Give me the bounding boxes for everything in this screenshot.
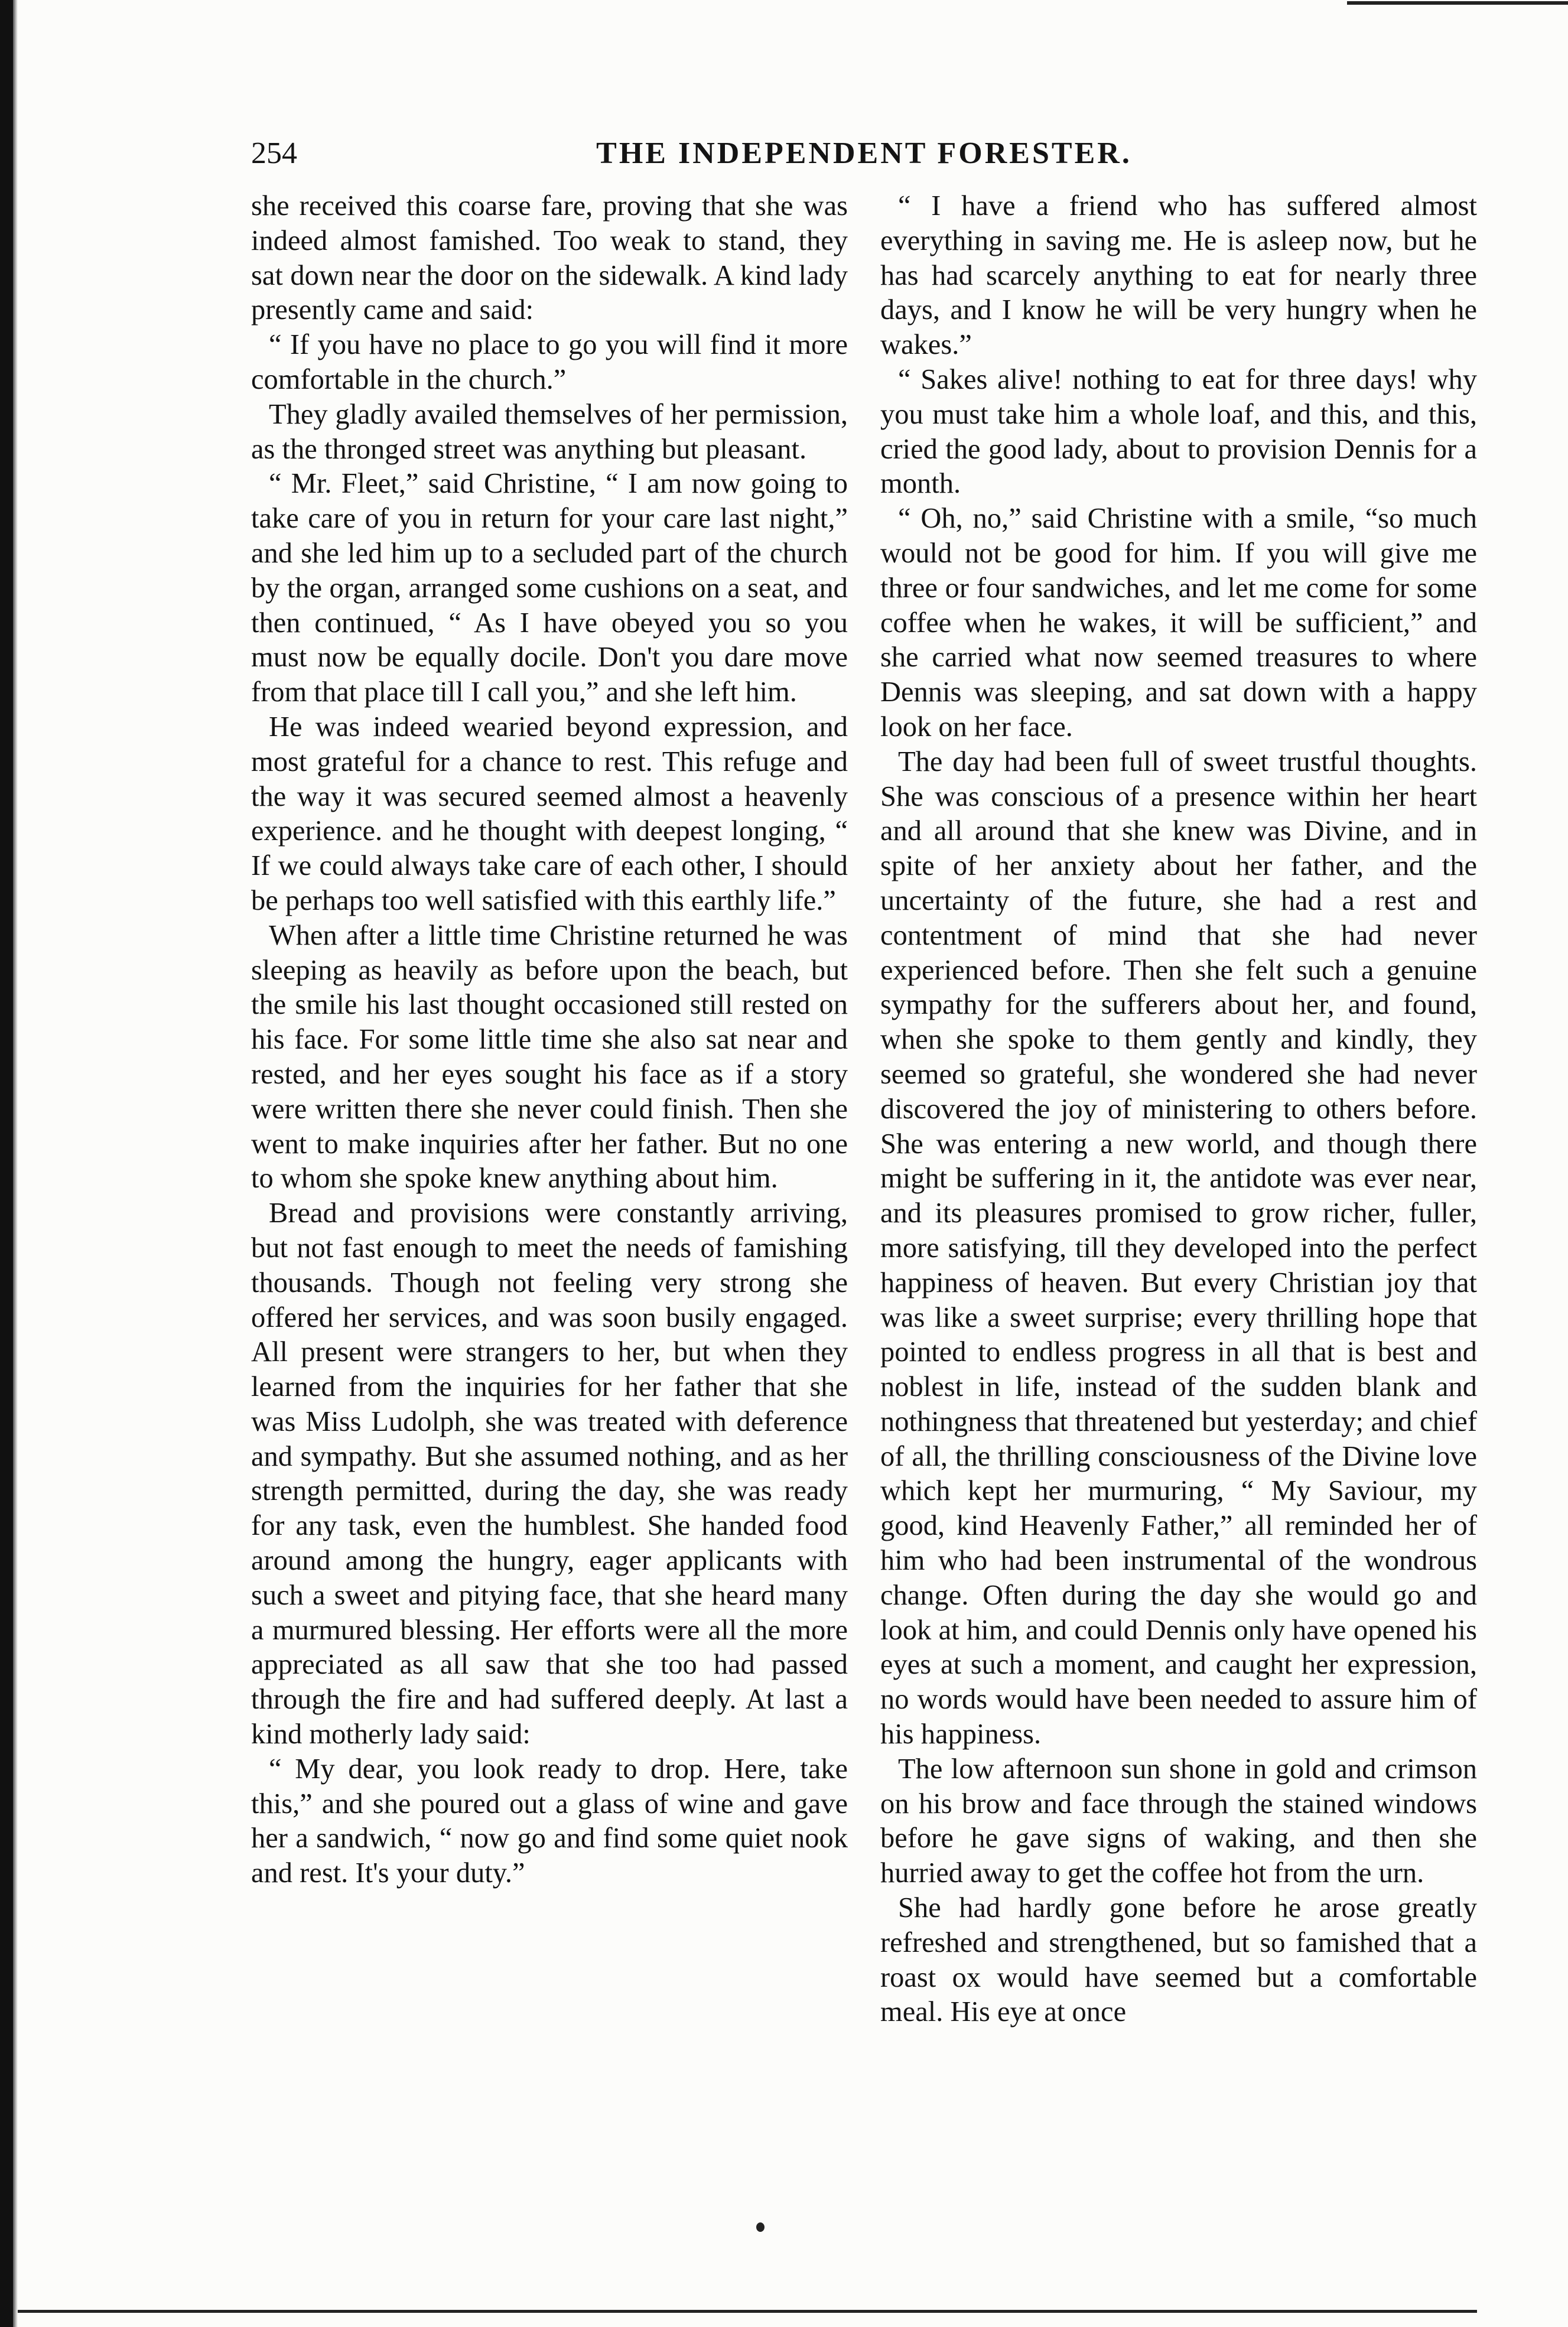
- paragraph: They gladly availed themselves of her permission, as the thronged street was anything but pleasant.: [251, 398, 848, 465]
- paragraph: “ If you have no place to go you will find it more comfortable in the church.”: [251, 329, 848, 395]
- paragraph: He was indeed wearied beyond expression, and most grateful for a chance to rest. This refuge and the way it was secured seemed almost a heavenly experience. and he thought with deepest longing, “ If we could always take care of each other, I should be perhaps too well satisfied with this earthly life.”: [251, 711, 848, 916]
- page: [251, 133, 1477, 2028]
- spine-gradient: [13, 0, 18, 2327]
- paragraph: “ Sakes alive! nothing to eat for three days! why you must take him a whole loaf, and this, and this, cried the good lady, about to provision Dennis for a month.: [880, 363, 1477, 500]
- paragraph: “ Mr. Fleet,” said Christine, “ I am now going to take care of you in return for your care last night,” and she led him up to a secluded part of the church by the organ, arranged some cushions on a seat, and then continued, “ As I have obeyed you so you must now be equally docile. Don't you dare move from that place till I call you,” and she left him.: [251, 468, 848, 708]
- right-column: [880, 189, 1477, 2030]
- page-header: [251, 133, 1477, 187]
- page-number: 254: [251, 136, 297, 170]
- paragraph: When after a little time Christine returned he was sleeping as heavily as before upon the beach, but the smile his last thought occasioned still rested on his face. For some little time she also sat near and rested, and her eyes sought his face as if a story were written there she never could finish. Then she went to make inquiries after her father. But no one to whom she spoke knew anything about him.: [251, 919, 848, 1195]
- paragraph: Bread and provisions were constantly arriving, but not fast enough to meet the needs of famishing thousands. Though not feeling very strong she offered her services, and was soon busily engaged. All present were strangers to her, but when they learned from the inquiries for her father that she was Miss Ludolph, she was treated with deference and sympathy. But she assumed nothing, and as her strength permitted, during the day, she was ready for any task, even the humblest. She handed food around among the hungry, eager applicants with such a sweet and pitying face, that she heard many a murmured blessing. Her efforts were all the more appreciated as all saw that she too had passed through the fire and had suffered deeply. At last a kind motherly lady said:: [251, 1197, 848, 1750]
- book-spine-shadow: [0, 0, 13, 2327]
- paragraph: The low afternoon sun shone in gold and crimson on his brow and face through the stained windows before he gave signs of waking, and then she hurried away to get the coffee hot from the urn.: [880, 1753, 1477, 1889]
- left-column: [251, 189, 848, 2030]
- paragraph: She had hardly gone before he arose greatly refreshed and strengthened, but so famished that a roast ox would have seemed but a comfortable meal. His eye at once: [880, 1892, 1477, 2028]
- text-columns: [251, 189, 1477, 2030]
- running-title: THE INDEPENDENT FORESTER.: [596, 136, 1132, 170]
- paragraph: “ Oh, no,” said Christine with a smile, “so much would not be good for him. If you will give me three or four sandwiches, and let me come for some coffee when he wakes, it will be sufficient,” and she carried what now seemed treasures to where Dennis was sleeping, and sat down with a happy look on her face.: [880, 503, 1477, 743]
- ink-dot-mark: [756, 2222, 765, 2232]
- top-edge-rule: [1347, 1, 1568, 5]
- paragraph: she received this coarse fare, proving that she was indeed almost famished. Too weak to stand, they sat down near the door on the sidewalk. A kind lady presently came and said:: [251, 190, 848, 326]
- paragraph: The day had been full of sweet trustful thoughts. She was conscious of a presence within her heart and all around that she knew was Divine, and in spite of her anxiety about her father, and the uncertainty of the future, she had a rest and contentment of mind that she had never experienced before. Then she felt such a genuine sympathy for the sufferers about her, and found, when she spoke to them gently and kindly, they seemed so grateful, she wondered she had never discovered the joy of ministering to others before. She was entering a new world, and though there might be suffering in it, the antidote was ever near, and its pleasures promised to grow richer, fuller, more satisfying, till they developed into the perfect happiness of heaven. But every Christian joy that was like a sweet surprise; every thrilling hope that pointed to endless progress in all that is best and noblest in life, instead of the sudden blank and nothingness that threatened but yesterday; and chief of all, the thrilling consciousness of the Divine love which kept her murmuring, “ My Saviour, my good, kind Heavenly Father,” all reminded her of him who had been instrumental of the wondrous change. Often during the day she would go and look at him, and could Dennis only have opened his eyes at such a moment, and caught her expression, no words would have been needed to assure him of his happiness.: [880, 746, 1477, 1750]
- paragraph: “ My dear, you look ready to drop. Here, take this,” and she poured out a glass of wine and gave her a sandwich, “ now go and find some quiet nook and rest. It's your duty.”: [251, 1753, 848, 1889]
- bottom-edge-rule: [18, 2310, 1477, 2313]
- paragraph: “ I have a friend who has suffered almost everything in saving me. He is asleep now, but he has had scarcely anything to eat for nearly three days, and I know he will be very hungry when he wakes.”: [880, 190, 1477, 361]
